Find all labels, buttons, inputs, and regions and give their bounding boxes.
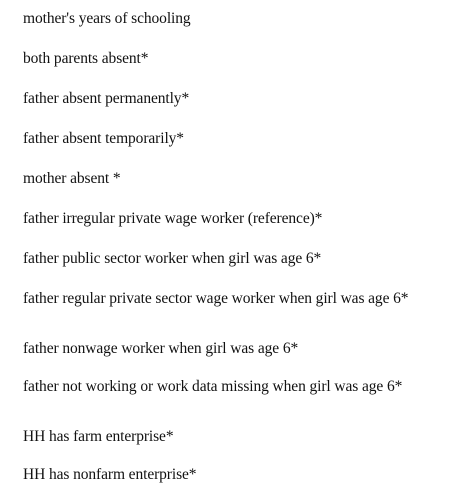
variable-label: father absent temporarily* (23, 130, 184, 147)
variable-label: father absent permanently* (23, 90, 190, 107)
variable-label: HH has farm enterprise* (23, 428, 174, 445)
variable-label: father irregular private wage worker (reference)* (23, 210, 323, 227)
variable-label: father nonwage worker when girl was age 6* (23, 340, 299, 357)
variable-label: father not working or work data missing when girl was age 6* (23, 378, 403, 395)
variable-label: father public sector worker when girl was age 6* (23, 250, 322, 267)
variable-label: HH has nonfarm enterprise* (23, 466, 197, 483)
variable-label: mother's years of schooling (23, 10, 191, 27)
variable-label: both parents absent* (23, 50, 149, 67)
variable-label: mother absent * (23, 170, 121, 187)
variable-label: father regular private sector wage worker when girl was age 6* (23, 290, 409, 307)
